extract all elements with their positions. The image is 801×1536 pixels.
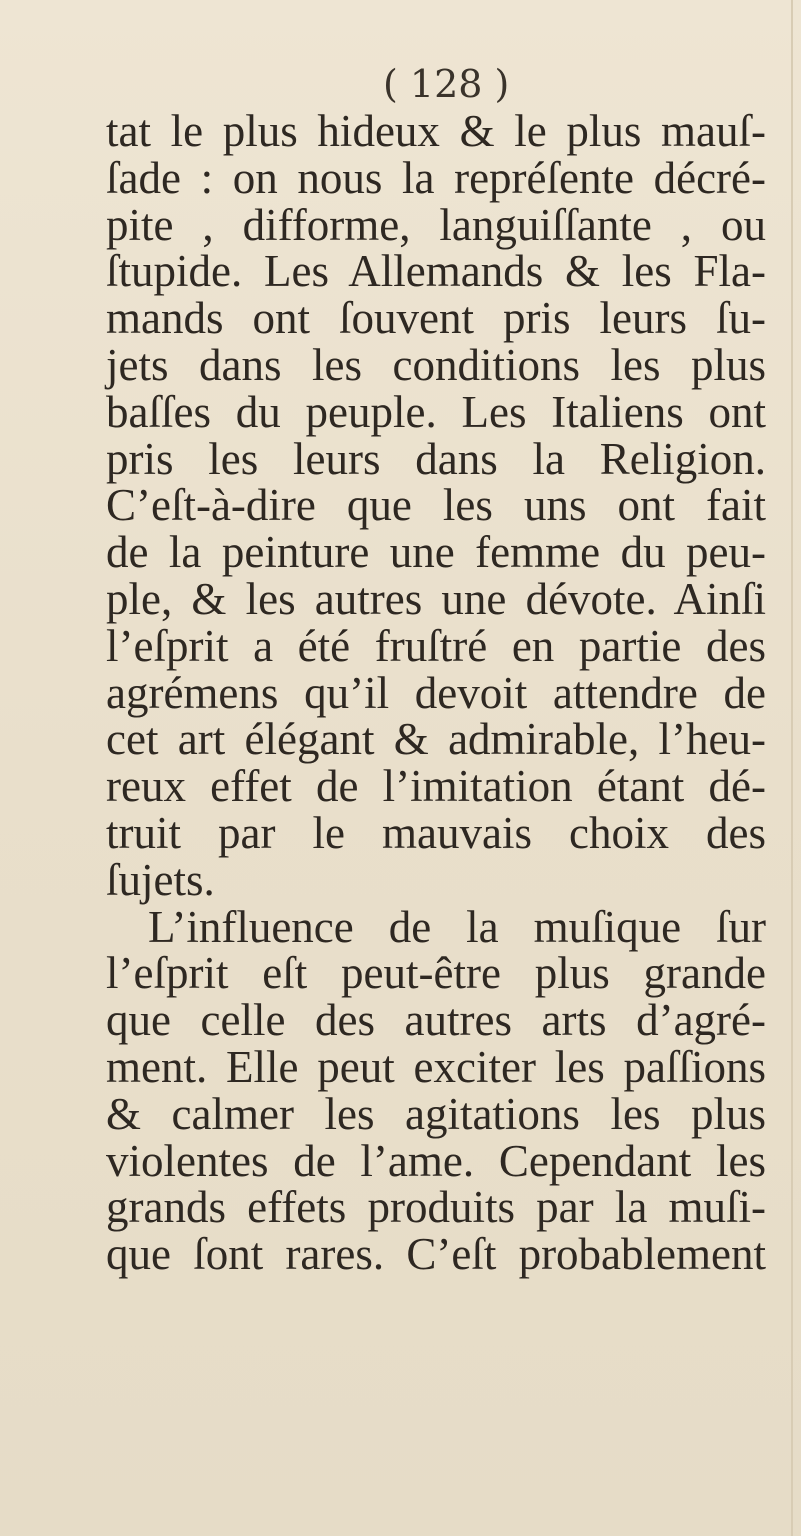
text-line: mands ont ſouvent pris leurs ſu- [106,293,766,344]
text-line: de la peinture une femme du peu- [106,527,766,578]
text-line: truit par le mauvais choix des [106,807,766,858]
text-line: que celle des autres arts d’agré- [106,995,766,1046]
text-line: ſtupide. Les Allemands & les Fla- [106,246,766,297]
text-line: & calmer les agitations les plus [106,1088,766,1139]
text-line: l’eſprit eſt peut-être plus grande [106,948,766,999]
text-line: pris les leurs dans la Religion. [106,433,766,484]
body-text [106,108,766,1278]
text-line: ple, & les autres une dévote. Ainſi [106,573,766,624]
text-line: que ſont rares. C’eſt probablement [106,1229,766,1280]
text-line: pite , difforme, languiſſante , ou [106,199,766,250]
text-line: C’eſt-à-dire que les uns ont fait [106,480,766,531]
page-number: ( 128 ) [383,62,510,106]
text-line: tat le plus hideux & le plus mauſ- [106,106,766,156]
text-line: baſſes du peuple. Les Italiens ont [106,386,766,437]
text-line: cet art élégant & admirable, l’heu- [106,714,766,765]
page-edge [791,0,793,1536]
text-line: reux effet de l’imitation étant dé- [106,761,766,812]
text-line: ment. Elle peut exciter les paſſions [106,1041,766,1092]
text-line: l’eſprit a été fruſtré en partie des [106,620,766,671]
text-line: jets dans les conditions les plus [106,339,766,390]
text-line: violentes de l’ame. Cependant les [106,1135,766,1186]
paragraph-start-line: L’influence de la muſique ſur [148,901,766,952]
text-line: agrémens qu’il devoit attendre de [106,667,766,718]
text-line: grands effets produits par la muſi- [106,1182,766,1233]
paragraph-end-line: ſujets. [106,854,215,905]
text-line: ſade : on nous la repréſente décré- [106,152,766,203]
